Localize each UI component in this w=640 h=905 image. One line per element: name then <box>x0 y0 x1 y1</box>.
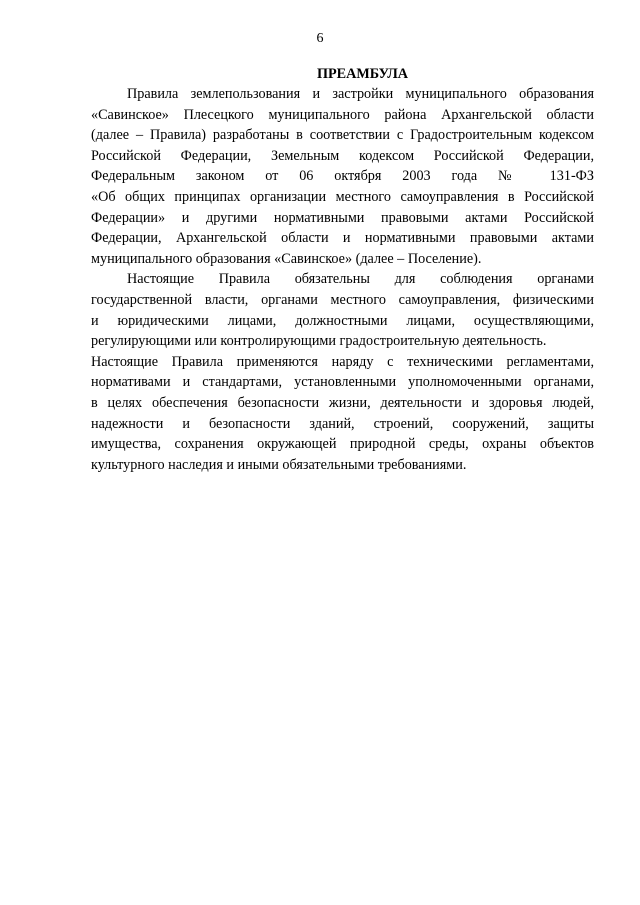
text-line: Федеральным законом от 06 октября 2003 года № 131-ФЗ <box>91 168 594 185</box>
text-line: муниципального образования «Савинское» (далее – Поселение). <box>91 250 482 267</box>
text-line: и юридическими лицами, должностными лицами, осуществляющими, <box>91 312 594 329</box>
text-line: надежности и безопасности зданий, строений, сооружений, защиты <box>91 415 594 432</box>
text-line: нормативами и стандартами, установленными уполномоченными органами, <box>91 374 594 391</box>
section-heading: ПРЕАМБУЛА <box>316 66 409 82</box>
paragraph-preamble-2 <box>91 269 594 351</box>
page-number: 6 <box>316 31 324 46</box>
text-line: Российской Федерации, Земельным кодексом Российской Федерации, <box>91 147 594 164</box>
paragraph-preamble-1 <box>91 84 594 269</box>
text-line: Федерации, Архангельской области и нормативными правовыми актами <box>91 230 594 247</box>
text-line: «Савинское» Плесецкого муниципального района Архангельской области <box>91 106 594 123</box>
text-line: (далее – Правила) разработаны в соответствии с Градостроительным кодексом <box>91 127 594 144</box>
text-line: культурного наследия и иными обязательными требованиями. <box>91 456 467 473</box>
document-body <box>91 64 594 475</box>
text-line: в целях обеспечения безопасности жизни, деятельности и здоровья людей, <box>91 394 594 411</box>
text-line: Настоящие Правила применяются наряду с техническими регламентами, <box>91 353 594 370</box>
text-line: Правила землепользования и застройки муниципального образования <box>127 86 594 102</box>
text-line: Настоящие Правила обязательны для соблюдения органами <box>127 271 594 288</box>
text-line: «Об общих принципах организации местного самоуправления в Российской <box>91 188 594 205</box>
text-line: Федерации» и другими нормативными правовыми актами Российской <box>91 209 594 226</box>
text-line: имущества, сохранения окружающей природной среды, охраны объектов <box>91 436 594 453</box>
text-line: регулирующими или контролирующими градостроительную деятельность. <box>91 333 547 350</box>
text-line: государственной власти, органами местного самоуправления, физическими <box>91 291 594 308</box>
paragraph-preamble-3 <box>91 352 594 476</box>
